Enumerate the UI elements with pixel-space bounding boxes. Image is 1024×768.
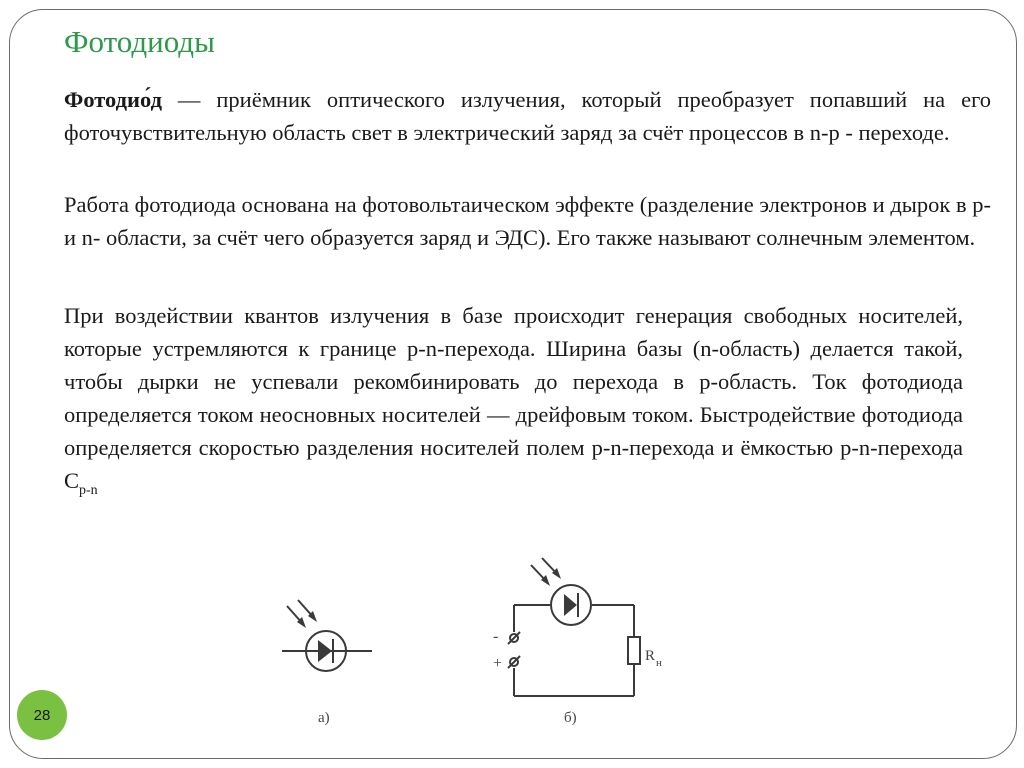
capacitance-subscript: p-n: [79, 483, 98, 498]
resistor-label: R: [645, 648, 656, 664]
term-photodiode: Фотодио́д: [64, 87, 162, 112]
definition-text: — приёмник оптического излучения, который преобразует попавший на его фоточувствительную область свет в электрический заряд за счёт процессов в n-p - переходе.: [64, 87, 991, 145]
figure-label-b: б): [564, 710, 577, 726]
principle-paragraph: Работа фотодиода основана на фотовольтаическом эффекте (разделение электронов и дырок в p- и n- области, за счёт чего образуется заряд и ЭДС). Его также называют солнечным элементом.: [64, 192, 991, 250]
slide-title: Фотодиоды: [64, 24, 215, 59]
page-number-badge: [17, 690, 67, 740]
plus-terminal-label: +: [493, 655, 503, 672]
page-number: 28: [33, 706, 51, 724]
figure-label-a: а): [318, 710, 330, 726]
operation-paragraph: [64, 299, 963, 507]
operation-text: При воздействии квантов излучения в базе происходит генерация свободных носителей, которые устремляются к границе p-n-перехода. Ширина базы (n-область) делается такой, чтобы дырки не успевали рекомбинировать до перехода в p-область. Ток фотодиода определяется током неосновных носителей — дрейфовым током. Быстродействие фотодиода определяется скоростью разделения носителей полем p-n-перехода и ёмкостью p-n-перехода C: [64, 303, 963, 493]
minus-terminal-label: -: [493, 628, 499, 645]
definition-paragraph: [64, 83, 991, 149]
resistor-subscript: н: [656, 657, 662, 669]
